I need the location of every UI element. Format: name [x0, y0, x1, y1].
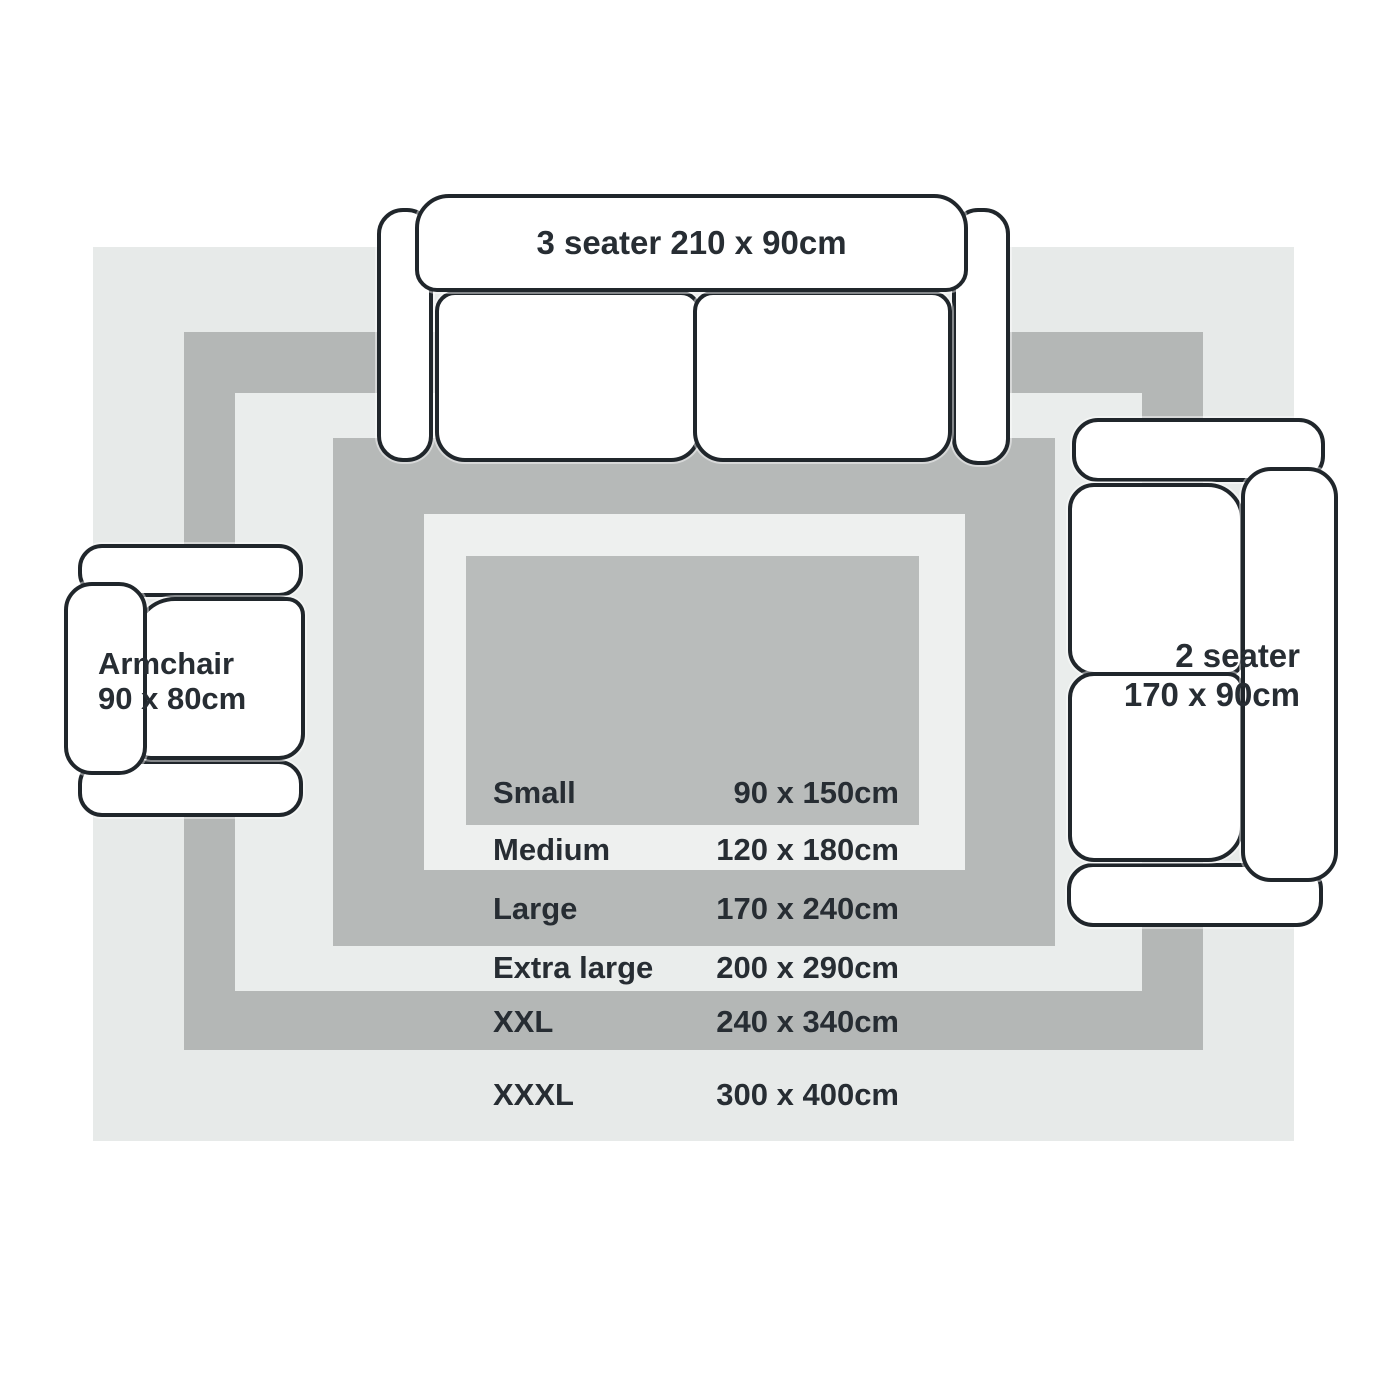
size-label: Medium — [493, 832, 611, 867]
sofa2-label — [1000, 636, 1300, 714]
size-label: Small — [493, 775, 576, 810]
armchair-label-dimensions: 90 x 80cm — [98, 681, 247, 716]
size-dimensions: 200 x 290cm — [716, 950, 899, 985]
sofa3-label: 3 seater 210 x 90cm — [536, 224, 847, 261]
sofa2-label-dimensions: 170 x 90cm — [1123, 676, 1300, 713]
size-row-small — [493, 773, 899, 813]
armchair-label-name: Armchair — [98, 646, 235, 681]
size-dimensions: 240 x 340cm — [716, 1004, 899, 1039]
size-dimensions: 90 x 150cm — [733, 775, 899, 810]
size-dimensions: 170 x 240cm — [716, 891, 899, 926]
size-label: XXL — [493, 1004, 554, 1039]
sofa3-left-cushion — [435, 291, 701, 462]
sofa3-right-cushion — [693, 291, 952, 462]
size-row-xxxl — [493, 1075, 899, 1115]
size-row-extra-large — [493, 948, 899, 988]
sofa2-label-name: 2 seater — [1175, 637, 1300, 674]
size-row-medium — [493, 830, 899, 870]
size-label: Extra large — [493, 950, 654, 985]
size-dimensions: 120 x 180cm — [716, 832, 899, 867]
size-row-xxl — [493, 1002, 899, 1042]
size-label: XXXL — [493, 1077, 574, 1112]
size-label: Large — [493, 891, 578, 926]
size-row-large — [493, 889, 899, 929]
size-dimensions: 300 x 400cm — [716, 1077, 899, 1112]
armchair-label — [98, 646, 246, 716]
